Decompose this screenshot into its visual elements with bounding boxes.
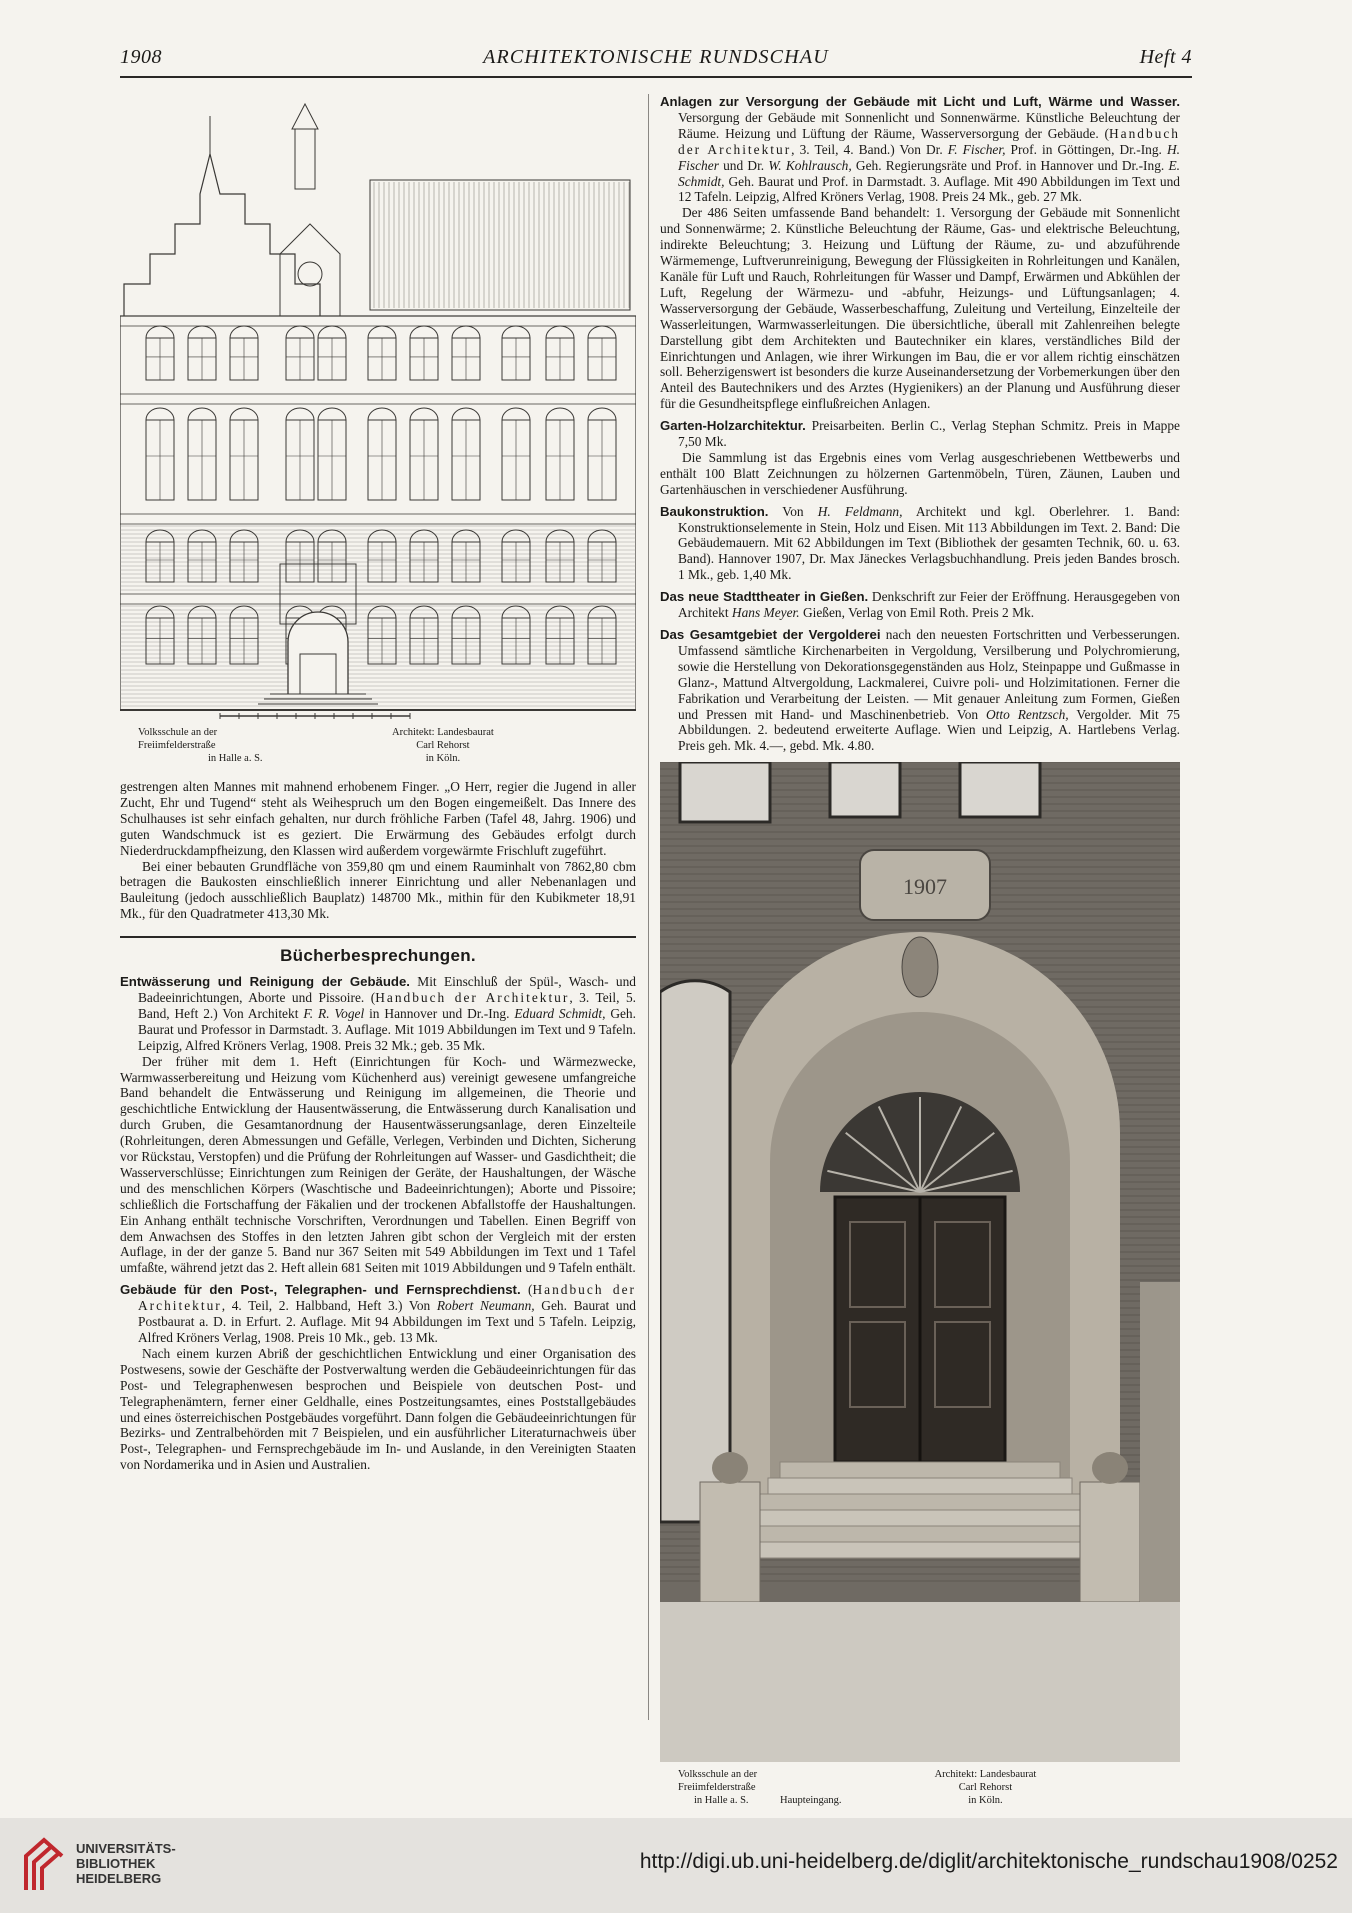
window-arch bbox=[318, 326, 346, 338]
review-body: Nach einem kurzen Abriß der geschichtlichen Entwicklung und einer Organisation des Postwesens, sowie der Geschäfte der Postverwaltung werden die Gebäudeeinrichtungen für das Post- und Telegraphenwesen besprochen und Beispiele von deutschen Post- und Telegraphenämtern, ferner einer Geldhalle, eines Postzeitungsamtes, eines Poststallgebäudes und eines österreichischen Postgebäudes vorgeführt. Dann folgen die Gebäudeeinrichtungen für Bezirks- und Zentralbehörden mit 7 Beispielen, und ein ausführlicher Literaturnachweis über Post-, Telegraphen- und Fernsprechgebäude im In- und Auslande, in den Vereinigten Staaten von Nordamerika und in Asien und Australien. bbox=[120, 1345, 636, 1473]
window-arch bbox=[146, 530, 174, 542]
window-arch bbox=[146, 326, 174, 338]
clock-gable bbox=[280, 224, 340, 316]
urn bbox=[1092, 1452, 1128, 1484]
entrance-caption-right-1: Architekt: Landesbaurat Carl Rehorst bbox=[934, 1769, 1037, 1794]
window-arch bbox=[286, 408, 314, 420]
window-arch bbox=[318, 408, 346, 420]
window-arch bbox=[368, 408, 396, 420]
header-issue: Heft 4 bbox=[1139, 46, 1192, 68]
entrance-photo-figure bbox=[660, 762, 1180, 1807]
entrance-caption-right-2: in Köln. bbox=[968, 1795, 1003, 1807]
window-arch bbox=[452, 326, 480, 338]
review-title: Baukonstruktion. bbox=[660, 503, 769, 519]
source-url-link[interactable]: http://digi.ub.uni-heidelberg.de/diglit/architektonische_rundschau1908/0252 bbox=[639, 1850, 1338, 1873]
entrance-step bbox=[780, 1462, 1060, 1478]
window-arch bbox=[188, 530, 216, 542]
review-entry: Gebäude für den Post-, Telegraphen- und Fernsprechdienst. (Handbuch der Architektur, 4. Teil, 2. Halbband, Heft 3.) Von Robert Neumann, Geh. Baurat und Postbaurat a. D. in Erfurt. 2. Auflage. Mit 94 Abbildungen im Text und 5 Tafeln. Leipzig, Alfred Kröners Verlag, 1908. Preis 10 Mk., geb. 13 Mk. Nach einem kurzen Abriß der geschichtlichen Entwicklung und einer Organisation des Postwesens, sowie der Geschäfte der Postverwaltung werden die Gebäudeeinrichtungen für das Post- und Telegraphenwesen besprochen und Beispiele von deutschen Post- und Telegraphenämtern, ferner einer Geldhalle, eines Postzeitungsamtes, eines Poststallgebäudes und eines österreichischen Postgebäudes vorgeführt. Dann folgen die Gebäudeeinrichtungen für Bezirks- und Zentralbehörden mit 7 Beispielen, und ein ausführlicher Literaturnachweis über Post-, Telegraphen- und Fernsprechgebäude im In- und Auslande, in den Vereinigten Staaten von Nordamerika und in Asien und Australien. bbox=[120, 1282, 637, 1473]
window-arch bbox=[546, 408, 574, 420]
entrance-caption-left-1: Volksschule an der Freiimfelderstraße bbox=[678, 1769, 758, 1794]
entrance-step bbox=[732, 1526, 1108, 1542]
review-body: Der früher mit dem 1. Heft (Einrichtungen für Koch- und Wärmezwecke, Warmwasserbereitung und Heizung vom Küchenherd aus) vereinigt gewesene umfangreiche Band behandelt die Entwässerung und Reinigung im allgemeinen, die Theorie und geschichtliche Entwicklung der Hausentwässerung, die Entwässerung durch Kanalisation und durch Gruben, die Gesamtanordnung der Hausentwässerungsanlage, deren Einzelteile (Rohrleitungen, deren Abmessungen und Gefälle, Verlegen, Verbinden und Dichten, Sicherung vor Rückstau, Verstopfen) und die Prüfung der Rohrleitungen auf Wasser- und Gasdichtheit; die Wasserverschlüsse; Einrichtungen zum Reinigen der Geräte, der Haushaltungen, der Wäsche und des menschlichen Körpers (Waschtische und Badeeinrichtungen); Aborte und Pissoire; schließlich die Fortschaffung der Fäkalien und der trockenen Abfallstoffe der Haushaltungen. Ein Anhang enthält technische Vorschriften, Verordnungen und Tabellen. Einen Begriff von dem Anwachsen des Stoffes in den letzten Jahren gibt schon der Vergleich mit der ersten Auflage, in der der ganze 5. Band nur 367 Seiten mit 549 Abbildungen im Text und 1 Tafel umfaßte, während jetzt das 2. Heft allein 681 Seiten mit 1019 Abbildungen und 9 Tafeln enthält. bbox=[120, 1053, 636, 1276]
review-title: Anlagen zur Versorgung der Gebäude mit Licht und Luft, Wärme und Wasser. bbox=[660, 94, 1180, 109]
side-window bbox=[660, 981, 730, 1522]
window-arch bbox=[452, 606, 480, 618]
window-arch bbox=[588, 606, 616, 618]
window-arch bbox=[546, 530, 574, 542]
review-entry: Das neue Stadttheater in Gießen. Denkschrift zur Feier der Eröffnung. Herausgegeben von Architekt Hans Meyer. Gießen, Verlag von Emil Roth. Preis 2 Mk. bbox=[660, 589, 1181, 621]
review-entry: Entwässerung und Reinigung der Gebäude. Mit Einschluß der Spül-, Wasch- und Badeeinrichtungen, Aborte und Pissoire. (Handbuch der Architektur, 3. Teil, 5. Band, Heft 2.) Von Architekt F. R. Vogel in Hannover und Dr.-Ing. Eduard Schmidt, Geh. Baurat und Professor in Darmstadt. 3. Auflage. Mit 1019 Abbildungen im Text und 9 Tafeln. Leipzig, Alfred Kröners Verlag, 1908. Preis 32 Mk.; geb. 35 Mk. Der früher mit dem 1. Heft (Einrichtungen für Koch- und Wärmezwecke, Warmwasserbereitung und Heizung vom Küchenherd aus) vereinigt gewesene umfangreiche Band behandelt die Entwässerung und Reinigung im allgemeinen, die Theorie und geschichtliche Entwicklung der Hausentwässerung, die Entwässerung durch Kanalisation und durch Gruben, die Gesamtanordnung der Hausentwässerungsanlage, deren Einzelteile (Rohrleitungen, deren Abmessungen und Gefälle, Verlegen, Verbinden und Dichten, Sicherung vor Rückstau, Verstopfen) und die Prüfung der Rohrleitungen auf Wasser- und Gasdichtheit; die Wasserverschlüsse; Einrichtungen zum Reinigen der Geräte, der Haushaltungen, der Wäsche und des menschlichen Körpers (Waschtische und Badeeinrichtungen); Aborte und Pissoire; schließlich die Fortschaffung der Fäkalien und der trockenen Abfallstoffe der Haushaltungen. Ein Anhang enthält technische Vorschriften, Verordnungen und Tabellen. Einen Begriff von dem Anwachsen des Stoffes in den letzten Jahren gibt schon der Vergleich mit der ersten Auflage, in der der ganze 5. Band nur 367 Seiten mit 549 Abbildungen im Text und 1 Tafel umfaßte, während jetzt das 2. Heft allein 681 Seiten mit 1019 Abbildungen und 9 Tafeln enthält. bbox=[120, 974, 636, 1276]
facade-drawing-figure bbox=[120, 94, 636, 765]
roof-tower bbox=[295, 129, 315, 189]
window-arch bbox=[410, 408, 438, 420]
facade-body bbox=[120, 316, 636, 710]
article-paragraph: gestrengen alten Mannes mit mahnend erhobenem Finger. „O Herr, regier die Jugend in aller Zucht, Ehr und Tugend“ steht als Weihespruch um den Bogen eingemeißelt. Das Innere des Schulhauses ist sehr einfach gehalten, nur durch fröhliche Farben (Tafel 48, Jahrg. 1906) und guten Wandschmuck ist es geziert. Die Erwärmung des Gebäudes erfolgt durch Niederdruckdampfheizung, den Klassen wird außerdem vorgewärmte Frischluft zugeführt. bbox=[120, 779, 636, 858]
review-entry: Das Gesamtgebiet der Vergolderei nach den neuesten Fortschritten und Verbesserungen. Umfassend sämtliche Kirchenarbeiten in Vergoldung, Versilberung und Polychromierung, sowie die Herstellung von Dekorationsgegenständen aus Holz, Steinpappe und Gußmasse in Glanz-, Mattund Altvergoldung, Lackmalerei, Cuivre poli- und Holzimitationen. Ferner die Fabrikation und Verarbeitung der Leisten. — Mit genauer Anleitung zum Formen, Gießen und Pressen mit Hand- und Maschinenbetrieb. Von Otto Rentzsch, Vergolder. Mit 75 Abbildungen. 2. bedeutend erweiterte Auflage. Wien und Leipzig, A. Hartlebens Verlag. Preis geh. Mk. 4.—, gebd. Mk. 4.80. bbox=[660, 627, 1181, 754]
window-arch bbox=[588, 408, 616, 420]
upper-window bbox=[960, 762, 1040, 817]
library-logo-icon bbox=[22, 1836, 66, 1892]
window-arch bbox=[318, 530, 346, 542]
entrance-step bbox=[720, 1542, 1120, 1558]
window-arch bbox=[588, 326, 616, 338]
window-arch bbox=[502, 408, 530, 420]
window-arch bbox=[188, 606, 216, 618]
review-title: Garten-Holzarchitektur. bbox=[660, 418, 806, 434]
entrance-photograph bbox=[660, 762, 1180, 1762]
facade-caption-right-1: Architekt: Landesbaurat Carl Rehorst bbox=[392, 727, 494, 751]
entrance-step bbox=[744, 1510, 1096, 1526]
column-divider bbox=[648, 94, 649, 1720]
window-arch bbox=[286, 530, 314, 542]
review-title: Gebäude für den Post-, Telegraphen- und Fernsprechdienst. bbox=[120, 1282, 521, 1298]
window-arch bbox=[230, 408, 258, 420]
window-arch bbox=[368, 326, 396, 338]
rusticated-wall bbox=[1140, 1282, 1180, 1602]
window-arch bbox=[502, 606, 530, 618]
window-arch bbox=[546, 326, 574, 338]
review-title: Entwässerung und Reinigung der Gebäude. bbox=[120, 974, 410, 990]
window-arch bbox=[410, 530, 438, 542]
window-arch bbox=[230, 326, 258, 338]
window-arch bbox=[230, 606, 258, 618]
window-arch bbox=[146, 606, 174, 618]
entrance-step bbox=[768, 1478, 1072, 1494]
review-entry: Anlagen zur Versorgung der Gebäude mit Licht und Luft, Wärme und Wasser. Versorgung der Gebäude mit Sonnenlicht und Sonnenwärme. Künstliche Beleuchtung der Räume. Heizung und Lüftung der Räume, Wasserversorgung der Gebäude. (Handbuch der Architektur, 3. Teil, 4. Band.) Von Dr. F. Fischer, Prof. in Göttingen, Dr.-Ing. H. Fischer und Dr. W. Kohlrausch, Geh. Regierungsräte und Prof. in Hannover und Dr.-Ing. E. Schmidt, Geh. Baurat und Prof. in Darmstadt. 3. Auflage. Mit 490 Abbildungen im Text und 12 Tafeln. Leipzig, Alfred Kröners Verlag, 1908. Preis 24 Mk., geb. 27 Mk. Der 486 Seiten umfassende Band behandelt: 1. Versorgung der Gebäude mit Sonnenlicht und Sonnenwärme; 2. Künstliche Beleuchtung der Räume, Gas- und elektrische Beleuchtung, indirekte Beleuchtung; 3. Heizung und Lüftung der Räume, zu- und abzuführende Wärmemenge, Luftverunreinigung, Bewegung der Flüssigkeiten in Rohrleitungen und Kanälen, Kanäle für Luft und Rauch, Rohrleitungen für Wasser und Dampf, Erwärmen und Abkühlen der Luft, Regelung der Wärmezu- und -abfuhr, Heizungs- und Lüftungsanlagen; 4. Wasserversorgung der Gebäude, Wasserbeschaffung, Zuleitung und Verteilung, Einzelteile der Wasserleitungen, Warmwasserleitungen. Die übersichtliche, überall mit Zahlenreihen belegte Darstellung gibt dem Architekten und Bautechniker ein klares, verständliches Bild der Einrichtungen und Anlagen, wie ihrer Wirkungen im Bau, die er vor allem richtig einschätzen soll. Beherzigenswert ist besonders die kurze Auseinandersetzung der Vorbemerkungen über den Anteil des Bautechnikers und des Arztes (Hygienikers) an der Planung und Ausführung dieser für die Gesundheitspflege einflußreichen Anlagen. bbox=[660, 94, 1180, 412]
window-arch bbox=[286, 326, 314, 338]
stepped-gable bbox=[124, 154, 320, 316]
window-arch bbox=[452, 408, 480, 420]
window-arch bbox=[410, 326, 438, 338]
review-body: Die Sammlung ist das Ergebnis eines vom Verlag ausgeschriebenen Wettbewerbs und enthält 100 Blatt Zeichnungen zu hölzernen Gartenmöbeln, Türen, Zäunen, Lauben und Gartenhäuschen in verschiedener Ausführung. bbox=[660, 449, 1180, 497]
review-title: Das Gesamtgebiet der Vergolderei bbox=[660, 627, 881, 642]
upper-window bbox=[830, 762, 900, 817]
digitization-footer bbox=[0, 1818, 1352, 1913]
review-body: Der 486 Seiten umfassende Band behandelt: 1. Versorgung der Gebäude mit Sonnenlicht und Sonnenwärme; 2. Künstliche Beleuchtung der Räume, Gas- und elektrische Beleuchtung, indirekte Beleuchtung; 3. Heizung und Lüftung der Räume, zu- und abzuführende Wärmemenge, Luftverunreinigung, Bewegung der Flüssigkeiten in Rohrleitungen und Kanälen, Kanäle für Luft und Rauch, Rohrleitungen für Wasser und Dampf, Erwärmen und Abkühlen der Luft, Regelung der Wärmezu- und -abfuhr, Heizungs- und Lüftungsanlagen; 4. Wasserversorgung der Gebäude, Wasserbeschaffung, Zuleitung und Verteilung, Einzelteile der Wasserleitungen, Warmwasserleitungen. Die übersichtliche, überall mit Zahlenreihen belegte Darstellung gibt dem Architekten und Bautechniker ein klares, verständliches Bild der Einrichtungen und Anlagen, wie ihrer Wirkungen im Bau, die er vor allem richtig einschätzen soll. Beherzigenswert ist besonders die kurze Auseinandersetzung der Vorbemerkungen über den Anteil des Bautechnikers und des Arztes (Hygienikers) an der Planung und Ausführung dieser für die Gesundheitspflege einflußreichen Anlagen. bbox=[660, 205, 1180, 412]
article-text bbox=[120, 779, 636, 1473]
date-plaque-text: 1907 bbox=[903, 874, 947, 900]
header-year: 1908 bbox=[120, 46, 162, 68]
keystone-head bbox=[902, 937, 938, 997]
window-arch bbox=[452, 530, 480, 542]
window-arch bbox=[146, 408, 174, 420]
window-arch bbox=[588, 530, 616, 542]
upper-window bbox=[680, 762, 770, 822]
ground bbox=[660, 1602, 1180, 1762]
window-arch bbox=[546, 606, 574, 618]
review-entry: Baukonstruktion. Von H. Feldmann, Architekt und kgl. Oberlehrer. 1. Band: Konstruktionselemente in Stein, Holz und Eisen. Mit 113 Abbildungen im Text. 2. Band: Die Gebäudemauern. Mit 62 Abbildungen im Text (Bibliothek der gesamten Technik, 60. u. 63. Band). Hannover 1907, Dr. Max Jäneckes Verlagsbuchhandlung. Preis jeden Bandes brosch. 1 Mk., geb. 1,40 Mk. bbox=[660, 503, 1180, 583]
library-name: UNIVERSITÄTS- BIBLIOTHEK HEIDELBERG bbox=[76, 1841, 176, 1886]
entrance-step bbox=[756, 1494, 1084, 1510]
review-title: Das neue Stadttheater in Gießen. bbox=[660, 589, 869, 605]
facade-caption-left-1: Volksschule an der Freiimfelderstraße bbox=[138, 727, 218, 751]
window-arch bbox=[502, 530, 530, 542]
pedestal bbox=[1080, 1482, 1140, 1602]
entrance-caption bbox=[660, 1768, 1180, 1807]
logo-stroke bbox=[42, 1854, 58, 1890]
right-column bbox=[660, 94, 1180, 1807]
left-column bbox=[120, 94, 636, 1479]
review-entry: Garten-Holzarchitektur. Preisarbeiten. Berlin C., Verlag Stephan Schmitz. Preis in Mappe 7,50 Mk. Die Sammlung ist das Ergebnis eines vom Verlag ausgeschriebenen Wettbewerbs und enthält 100 Blatt Zeichnungen zu hölzernen Gartenmöbeln, Türen, Zäunen, Lauben und Gartenhäuschen in verschiedener Ausführung. bbox=[660, 418, 1180, 497]
section-title: Bücherbesprechungen. bbox=[280, 946, 476, 966]
running-header bbox=[120, 46, 1192, 78]
window-arch bbox=[188, 326, 216, 338]
header-journal-title: ARCHITEKTONISCHE RUNDSCHAU bbox=[483, 46, 829, 68]
window-arch bbox=[188, 408, 216, 420]
facade-elevation-drawing bbox=[120, 94, 636, 720]
article-paragraph: Bei einer bebauten Grundfläche von 359,80 qm und einem Rauminhalt von 7862,80 cbm betragen die Baukosten einschließlich innerer Einrichtung und aller Nebenanlagen und Bauleitung (jedoch ausschließlich Bauplatz) 148700 Mk., mithin für den Kubikmeter 18,91 Mk., für den Quadratmeter 413,30 Mk. bbox=[120, 858, 636, 922]
entrance-caption-left-2: in Halle a. S. Haupteingang. bbox=[694, 1795, 842, 1807]
facade-caption-right-2: in Köln. bbox=[425, 753, 461, 764]
reviews-continued bbox=[660, 94, 1180, 754]
urn bbox=[712, 1452, 748, 1484]
window-arch bbox=[502, 326, 530, 338]
window-arch bbox=[368, 530, 396, 542]
pedestal bbox=[700, 1482, 760, 1602]
facade-caption bbox=[120, 726, 636, 765]
window-arch bbox=[230, 530, 258, 542]
section-divider bbox=[120, 936, 636, 938]
facade-caption-left-2: in Halle a. S. bbox=[208, 753, 263, 764]
window-arch bbox=[410, 606, 438, 618]
window-arch bbox=[368, 606, 396, 618]
clock bbox=[298, 262, 322, 286]
tower-spire bbox=[292, 104, 318, 129]
